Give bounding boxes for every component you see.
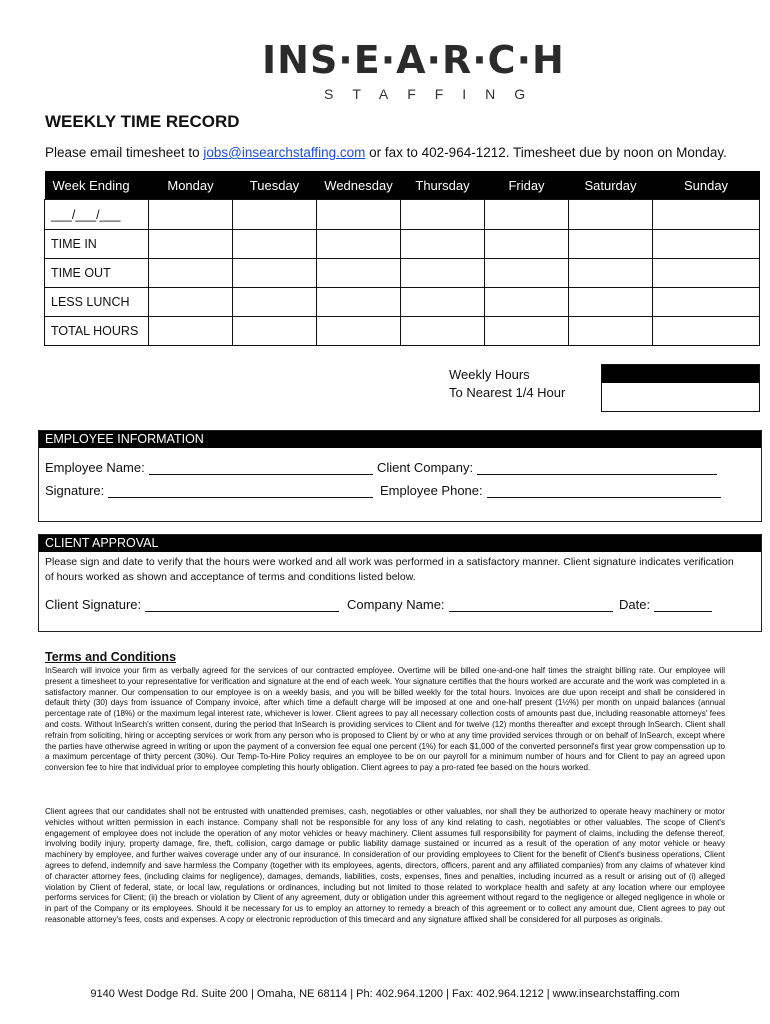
week-ending-date[interactable]: ___/___/___	[45, 200, 149, 230]
weekly-hours-line2: To Nearest 1/4 Hour	[449, 385, 566, 400]
time-cell[interactable]	[317, 317, 401, 346]
time-cell[interactable]	[233, 288, 317, 317]
time-cell[interactable]	[233, 230, 317, 259]
time-cell[interactable]	[653, 259, 760, 288]
instructions-suffix: or fax to 402-964-1212. Timesheet due by noon on Monday.	[365, 145, 727, 160]
header-wednesday: Wednesday	[317, 171, 401, 200]
date-line[interactable]	[654, 598, 712, 612]
signature-label: Signature:	[45, 483, 105, 498]
employee-phone-label: Employee Phone:	[380, 483, 483, 498]
time-cell[interactable]	[569, 230, 653, 259]
table-row	[45, 317, 760, 346]
row-label-time-in: TIME IN	[45, 230, 149, 259]
header-monday: Monday	[149, 171, 233, 200]
weekly-hours-label	[449, 366, 565, 402]
time-table-header	[45, 171, 760, 200]
table-row	[45, 200, 760, 230]
time-cell[interactable]	[653, 317, 760, 346]
time-cell[interactable]	[653, 200, 760, 230]
logo-wordmark: INS·E·A·R·C·H	[262, 38, 565, 82]
client-company-line[interactable]	[477, 461, 717, 475]
company-name-field[interactable]	[347, 597, 613, 612]
client-signature-label: Client Signature:	[45, 597, 142, 612]
date-label: Date:	[619, 597, 651, 612]
time-cell[interactable]	[317, 230, 401, 259]
time-cell[interactable]	[569, 259, 653, 288]
employee-name-line[interactable]	[149, 461, 373, 475]
time-table	[44, 171, 760, 346]
header-friday: Friday	[485, 171, 569, 200]
time-cell[interactable]	[401, 317, 485, 346]
instructions	[45, 145, 727, 160]
company-name-line[interactable]	[449, 598, 613, 612]
time-cell[interactable]	[401, 259, 485, 288]
header-week-ending: Week Ending	[45, 171, 149, 200]
instructions-prefix: Please email timesheet to	[45, 145, 204, 160]
header-tuesday: Tuesday	[233, 171, 317, 200]
time-cell[interactable]	[233, 200, 317, 230]
time-cell[interactable]	[317, 200, 401, 230]
time-cell[interactable]	[653, 230, 760, 259]
time-cell[interactable]	[485, 259, 569, 288]
page-title: WEEKLY TIME RECORD	[45, 112, 240, 131]
employee-name-field[interactable]	[45, 460, 373, 475]
table-row	[45, 259, 760, 288]
company-logo	[262, 38, 565, 106]
weekly-hours-box-header	[602, 365, 759, 383]
client-signature-field[interactable]	[45, 597, 339, 612]
terms-heading: Terms and Conditions	[45, 650, 177, 664]
signature-field[interactable]	[45, 483, 373, 498]
weekly-hours-box[interactable]	[601, 364, 760, 412]
time-cell[interactable]	[233, 317, 317, 346]
header-sunday: Sunday	[653, 171, 760, 200]
time-cell[interactable]	[149, 230, 233, 259]
time-cell[interactable]	[653, 288, 760, 317]
terms-paragraph-2: Client agrees that our candidates shall not be entrusted with unattended premises, cash, negotiables or other valuables, nor shall they be authorized to operate heavy machinery or motor vehicles without written permission in each instance. Company shall not be responsible for any loss of any kind relating to cash, negotiables or other valuables. The scope of Client's engagement of employee does not include the operation of any motor vehicles or heavy machinery. Client assumes full responsibility for payment of claims, including the defense thereof, involving bodily injury, property damage, fire, theft, collision, cargo damage or public liability damage sustained or incurred as a result of the operation of any motor vehicle or heavy machinery by employee, and further waives coverage under any of our insurance. In consideration of our providing employees to Client for the benefit of Client's business operations, Client agrees to defend, indemnify and save harmless the Company (together with its employees, agents, directors, officers, parent and any affiliated companies) from any claims of whatever kind of character attorney fees, (including claims for negligence), damages, demands, liabilities, costs, expenses, fines and penalties, including incurred as a result or arising out of (i) alleged violation by Client of federal, state, or local law, regulations or ordinances, including but not limited to those related to workplace health and safety at any location where our employee performs services for Client; (ii) the breach or violation by Client of any agreement, duty or obligation under this agreement without regard to the negligence or alleged negligence in whole or in part of the Company or its employees. Should it be necessary for us to employ an attorney to remedy a breach of this agreement or to collect any amount due, Client agrees to pay out reasonable attorney's fees, costs and expenses. A copy or electronic reproduction of this timecard and any signature affixed shall be considered for all purposes as originals.	[45, 807, 725, 924]
employee-information-section	[38, 430, 762, 522]
time-cell[interactable]	[485, 317, 569, 346]
time-cell[interactable]	[149, 259, 233, 288]
date-field[interactable]	[619, 597, 712, 612]
time-cell[interactable]	[233, 259, 317, 288]
email-link[interactable]: jobs@insearchstaffing.com	[203, 145, 366, 160]
time-cell[interactable]	[401, 200, 485, 230]
row-label-less-lunch: LESS LUNCH	[45, 288, 149, 317]
signature-line[interactable]	[108, 484, 373, 498]
header-thursday: Thursday	[401, 171, 485, 200]
employee-name-label: Employee Name:	[45, 460, 145, 475]
time-cell[interactable]	[149, 200, 233, 230]
time-cell[interactable]	[317, 259, 401, 288]
company-name-label: Company Name:	[347, 597, 445, 612]
time-cell[interactable]	[149, 317, 233, 346]
time-cell[interactable]	[569, 317, 653, 346]
client-company-label: Client Company:	[377, 460, 474, 475]
client-section-heading: CLIENT APPROVAL	[39, 535, 761, 552]
employee-phone-line[interactable]	[487, 484, 721, 498]
terms-paragraph-1: InSearch will invoice your firm as verbally agreed for the services of our contracted employee. Overtime will be billed one-and-one half times the straight billing rate. Our employee will present a timesheet to your representative for verification and signature at the end of each week. Your signature certifies that the hours worked are accurate and the work was completed in a satisfactory manner. Our compensation to our employee is on a weekly basis, and you will be billed weekly for the total hours. Invoices are due upon receipt and shall be considered in default thirty (30) days from issuance of Company invoice, after which time a default charge will be imposed at one and one-half present (1½%) per month on unpaid balances (annual percentage rate of (18%) or the maximum legal interest rate, whichever is lower. Client agrees to pay all necessary collection costs of amounts past due, including reasonable attorneys' fees and costs. Without InSearch's written consent, during the period that InSearch is providing services to Client and for twelve (12) months thereafter and except through InSearch. Client shall refrain from soliciting, hiring or accepting services or work from any person who is proposed to Client by or who at any time provided services through or on behalf of InSearch, except where the parties have otherwise agreed in writing or upon the payment of a conversion fee equal one percent (1%) for each $1,000 of the converted personnel's first year grow compensation up to a maximum percentage of thirty percent (30%). Our Temp-To-Hire Policy requires an employee to be on our payroll for a minimum number of hours and for Client to pay an agreed upon conversion fee to hire that individual prior to employee completing this hourly obligation. Client agrees to pay a pro-rated fee based on the hours worked.	[45, 666, 725, 773]
client-approval-description: Please sign and date to verify that the hours were worked and all work was performed in a satisfactory manner. Client signature indicates verification of hours worked as shown and acceptance of terms and conditions listed below.	[45, 556, 734, 583]
time-cell[interactable]	[317, 288, 401, 317]
time-cell[interactable]	[401, 288, 485, 317]
table-row	[45, 288, 760, 317]
employee-phone-field[interactable]	[380, 483, 721, 498]
time-cell[interactable]	[485, 288, 569, 317]
logo-subtitle: STAFFING	[324, 86, 545, 102]
time-cell[interactable]	[485, 230, 569, 259]
time-cell[interactable]	[569, 288, 653, 317]
time-cell[interactable]	[485, 200, 569, 230]
time-cell[interactable]	[401, 230, 485, 259]
header-saturday: Saturday	[569, 171, 653, 200]
time-cell[interactable]	[569, 200, 653, 230]
time-cell[interactable]	[149, 288, 233, 317]
weekly-hours-line1: Weekly Hours	[449, 367, 530, 382]
table-row	[45, 230, 760, 259]
client-approval-section	[38, 534, 762, 632]
row-label-total-hours: TOTAL HOURS	[45, 317, 149, 346]
row-label-time-out: TIME OUT	[45, 259, 149, 288]
client-company-field[interactable]	[377, 460, 717, 475]
client-signature-line[interactable]	[145, 598, 339, 612]
employee-section-heading: EMPLOYEE INFORMATION	[39, 431, 761, 448]
footer-contact: 9140 West Dodge Rd. Suite 200 | Omaha, NE 68114 | Ph: 402.964.1200 | Fax: 402.964.1212 | www.insearchstaffing.com	[90, 988, 680, 1000]
